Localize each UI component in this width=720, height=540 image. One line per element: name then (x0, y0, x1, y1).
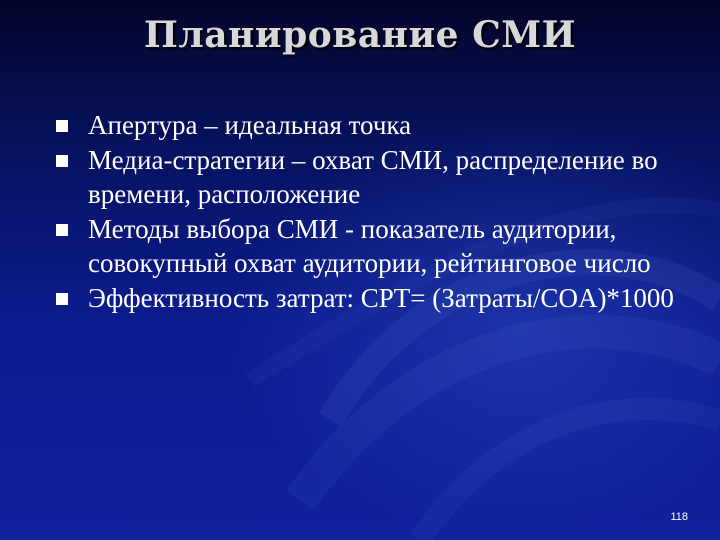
bullet-text: Апертура – идеальная точка (88, 110, 412, 140)
bullet-item (56, 108, 686, 143)
bullet-text: Медиа-стратегии – охват СМИ, распределение во времени, расположение (88, 144, 658, 209)
bullet-text: Эффективность затрат: CPT= (Затраты/COA)*1000 (88, 282, 674, 313)
page-number: 118 (670, 511, 688, 523)
square-bullet-icon (56, 293, 68, 305)
square-bullet-icon (56, 155, 68, 167)
square-bullet-icon (56, 224, 68, 236)
slide-title: Планирование СМИ (143, 14, 577, 56)
bullet-item (56, 212, 686, 281)
bullet-item (56, 281, 686, 316)
bullet-list (56, 108, 686, 315)
square-bullet-icon (56, 120, 68, 132)
bullet-item (56, 143, 686, 212)
bullet-text: Методы выбора СМИ - показатель аудитории, совокупный охват аудитории, рейтинговое число (88, 213, 651, 278)
